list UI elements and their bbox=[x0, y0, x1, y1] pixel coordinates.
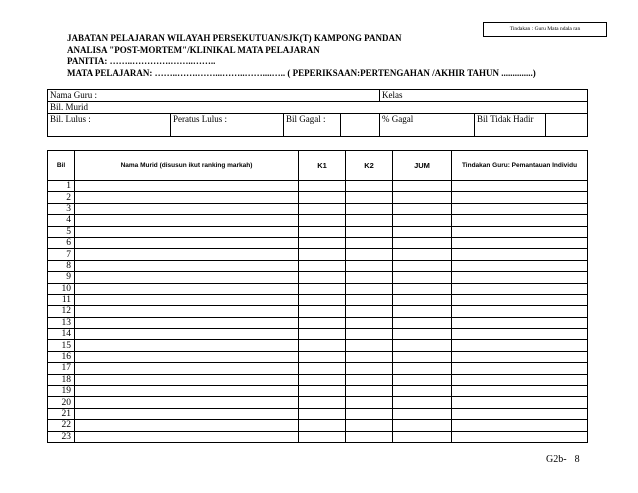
class-field[interactable]: Kelas bbox=[380, 90, 588, 102]
table-row bbox=[48, 226, 588, 237]
action-cell[interactable] bbox=[452, 226, 588, 237]
teacher-name-field[interactable]: Nama Guru : bbox=[48, 90, 380, 102]
k2-cell[interactable] bbox=[346, 420, 393, 431]
jum-cell[interactable] bbox=[393, 260, 452, 271]
student-name-cell[interactable] bbox=[75, 294, 299, 305]
table-row bbox=[48, 306, 588, 317]
pass-count-field[interactable]: Bil. Lulus : bbox=[48, 114, 171, 137]
student-name-cell[interactable] bbox=[75, 181, 299, 192]
row-number: 16 bbox=[48, 351, 75, 362]
col-header-bil: Bil bbox=[48, 151, 75, 181]
row-number: 5 bbox=[48, 226, 75, 237]
action-cell[interactable] bbox=[452, 317, 588, 328]
k2-cell[interactable] bbox=[346, 408, 393, 419]
table-row bbox=[48, 340, 588, 351]
jum-cell[interactable] bbox=[393, 283, 452, 294]
row-number: 20 bbox=[48, 397, 75, 408]
k1-cell[interactable] bbox=[299, 283, 346, 294]
k1-cell[interactable] bbox=[299, 306, 346, 317]
row-number: 3 bbox=[48, 203, 75, 214]
row-number: 18 bbox=[48, 374, 75, 385]
k2-cell[interactable] bbox=[346, 340, 393, 351]
action-cell[interactable] bbox=[452, 408, 588, 419]
row-number: 19 bbox=[48, 386, 75, 397]
student-name-cell[interactable] bbox=[75, 397, 299, 408]
table-row bbox=[48, 351, 588, 362]
student-name-cell[interactable] bbox=[75, 306, 299, 317]
pass-percent-field[interactable]: Peratus Lulus : bbox=[171, 114, 284, 137]
action-cell[interactable] bbox=[452, 329, 588, 340]
k2-cell[interactable] bbox=[346, 203, 393, 214]
action-cell[interactable] bbox=[452, 306, 588, 317]
row-number: 1 bbox=[48, 181, 75, 192]
k2-cell[interactable] bbox=[346, 374, 393, 385]
student-name-cell[interactable] bbox=[75, 237, 299, 248]
jum-cell[interactable] bbox=[393, 317, 452, 328]
student-name-cell[interactable] bbox=[75, 249, 299, 260]
table-row bbox=[48, 386, 588, 397]
student-name-cell[interactable] bbox=[75, 192, 299, 203]
k2-cell[interactable] bbox=[346, 363, 393, 374]
k2-cell[interactable] bbox=[346, 306, 393, 317]
table-row bbox=[48, 374, 588, 385]
jum-cell[interactable] bbox=[393, 408, 452, 419]
student-name-cell[interactable] bbox=[75, 226, 299, 237]
page-number: 8 bbox=[574, 454, 580, 465]
jum-cell[interactable] bbox=[393, 340, 452, 351]
student-grid bbox=[47, 150, 588, 443]
action-cell[interactable] bbox=[452, 192, 588, 203]
action-cell[interactable] bbox=[452, 237, 588, 248]
fail-count-value[interactable] bbox=[341, 114, 380, 137]
action-cell[interactable] bbox=[452, 283, 588, 294]
absent-count-field[interactable]: Bil Tidak Hadir bbox=[475, 114, 546, 137]
student-name-cell[interactable] bbox=[75, 283, 299, 294]
col-header-action: Tindakan Guru: Pemantauan Individu bbox=[452, 151, 588, 181]
action-cell[interactable] bbox=[452, 351, 588, 362]
k1-cell[interactable] bbox=[299, 249, 346, 260]
k2-cell[interactable] bbox=[346, 192, 393, 203]
k2-cell[interactable] bbox=[346, 329, 393, 340]
action-tag-box: Tindakan : Guru Mata ndala ran bbox=[483, 22, 607, 37]
k2-cell[interactable] bbox=[346, 226, 393, 237]
jum-cell[interactable] bbox=[393, 397, 452, 408]
k1-cell[interactable] bbox=[299, 374, 346, 385]
k1-cell[interactable] bbox=[299, 226, 346, 237]
action-cell[interactable] bbox=[452, 249, 588, 260]
student-name-cell[interactable] bbox=[75, 431, 299, 442]
document-header bbox=[67, 33, 536, 79]
action-cell[interactable] bbox=[452, 181, 588, 192]
header-line-panel: PANITIA: ……..………….……..…….. bbox=[67, 56, 216, 66]
header-line-analysis: ANALISA "POST-MORTEM"/KLINIKAL MATA PELAJARAN bbox=[67, 44, 320, 55]
k2-cell[interactable] bbox=[346, 181, 393, 192]
jum-cell[interactable] bbox=[393, 329, 452, 340]
action-cell[interactable] bbox=[452, 215, 588, 226]
row-number: 22 bbox=[48, 420, 75, 431]
jum-cell[interactable] bbox=[393, 215, 452, 226]
jum-cell[interactable] bbox=[393, 351, 452, 362]
k2-cell[interactable] bbox=[346, 351, 393, 362]
info-table bbox=[47, 89, 588, 137]
table-row bbox=[48, 181, 588, 192]
header-line-subject: MATA PELAJARAN: ……..…….……...……..……....….. ( PEPERIKSAAN:PERTENGAHAN /AKHIR TAHUN ..............) bbox=[67, 67, 536, 78]
row-number: 21 bbox=[48, 408, 75, 419]
jum-cell[interactable] bbox=[393, 192, 452, 203]
jum-cell[interactable] bbox=[393, 203, 452, 214]
k2-cell[interactable] bbox=[346, 237, 393, 248]
student-name-cell[interactable] bbox=[75, 420, 299, 431]
k1-cell[interactable] bbox=[299, 215, 346, 226]
student-name-cell[interactable] bbox=[75, 363, 299, 374]
table-row bbox=[48, 283, 588, 294]
k1-cell[interactable] bbox=[299, 272, 346, 283]
fail-percent-field[interactable]: % Gagal bbox=[380, 114, 475, 137]
student-name-cell[interactable] bbox=[75, 317, 299, 328]
k2-cell[interactable] bbox=[346, 397, 393, 408]
row-number: 23 bbox=[48, 431, 75, 442]
action-cell[interactable] bbox=[452, 203, 588, 214]
action-cell[interactable] bbox=[452, 272, 588, 283]
table-row bbox=[48, 215, 588, 226]
student-name-cell[interactable] bbox=[75, 272, 299, 283]
col-header-k1: K1 bbox=[299, 151, 346, 181]
k1-cell[interactable] bbox=[299, 340, 346, 351]
student-name-cell[interactable] bbox=[75, 203, 299, 214]
jum-cell[interactable] bbox=[393, 374, 452, 385]
student-name-cell[interactable] bbox=[75, 351, 299, 362]
table-row bbox=[48, 408, 588, 419]
row-number: 6 bbox=[48, 237, 75, 248]
k2-cell[interactable] bbox=[346, 260, 393, 271]
action-cell[interactable] bbox=[452, 397, 588, 408]
k2-cell[interactable] bbox=[346, 215, 393, 226]
student-name-cell[interactable] bbox=[75, 340, 299, 351]
jum-cell[interactable] bbox=[393, 294, 452, 305]
student-name-cell[interactable] bbox=[75, 408, 299, 419]
student-name-cell[interactable] bbox=[75, 374, 299, 385]
action-cell[interactable] bbox=[452, 294, 588, 305]
k1-cell[interactable] bbox=[299, 397, 346, 408]
jum-cell[interactable] bbox=[393, 226, 452, 237]
action-cell[interactable] bbox=[452, 420, 588, 431]
k2-cell[interactable] bbox=[346, 283, 393, 294]
k1-cell[interactable] bbox=[299, 420, 346, 431]
row-number: 15 bbox=[48, 340, 75, 351]
row-number: 10 bbox=[48, 283, 75, 294]
col-header-jum: JUM bbox=[393, 151, 452, 181]
k1-cell[interactable] bbox=[299, 408, 346, 419]
row-number: 2 bbox=[48, 192, 75, 203]
k1-cell[interactable] bbox=[299, 329, 346, 340]
jum-cell[interactable] bbox=[393, 386, 452, 397]
k1-cell[interactable] bbox=[299, 192, 346, 203]
row-number: 12 bbox=[48, 306, 75, 317]
k2-cell[interactable] bbox=[346, 431, 393, 442]
fail-count-field[interactable]: Bil Gagal : bbox=[284, 114, 341, 137]
table-row bbox=[48, 363, 588, 374]
k2-cell[interactable] bbox=[346, 317, 393, 328]
jum-cell[interactable] bbox=[393, 272, 452, 283]
jum-cell[interactable] bbox=[393, 363, 452, 374]
table-row bbox=[48, 329, 588, 340]
row-number: 17 bbox=[48, 363, 75, 374]
k1-cell[interactable] bbox=[299, 203, 346, 214]
jum-cell[interactable] bbox=[393, 181, 452, 192]
student-count-field[interactable]: Bil. Murid bbox=[48, 102, 588, 114]
table-row bbox=[48, 192, 588, 203]
k1-cell[interactable] bbox=[299, 260, 346, 271]
k2-cell[interactable] bbox=[346, 249, 393, 260]
row-number: 9 bbox=[48, 272, 75, 283]
row-number: 8 bbox=[48, 260, 75, 271]
col-header-k2: K2 bbox=[346, 151, 393, 181]
k1-cell[interactable] bbox=[299, 386, 346, 397]
jum-cell[interactable] bbox=[393, 431, 452, 442]
row-number: 11 bbox=[48, 294, 75, 305]
table-row bbox=[48, 272, 588, 283]
action-cell[interactable] bbox=[452, 431, 588, 442]
k1-cell[interactable] bbox=[299, 237, 346, 248]
student-name-cell[interactable] bbox=[75, 260, 299, 271]
table-row bbox=[48, 420, 588, 431]
row-number: 4 bbox=[48, 215, 75, 226]
k2-cell[interactable] bbox=[346, 272, 393, 283]
k2-cell[interactable] bbox=[346, 386, 393, 397]
table-row bbox=[48, 203, 588, 214]
action-cell[interactable] bbox=[452, 260, 588, 271]
table-row bbox=[48, 260, 588, 271]
absent-count-value[interactable] bbox=[546, 114, 588, 137]
student-name-cell[interactable] bbox=[75, 215, 299, 226]
jum-cell[interactable] bbox=[393, 249, 452, 260]
jum-cell[interactable] bbox=[393, 237, 452, 248]
table-row bbox=[48, 249, 588, 260]
row-number: 13 bbox=[48, 317, 75, 328]
action-cell[interactable] bbox=[452, 374, 588, 385]
header-line-department: JABATAN PELAJARAN WILAYAH PERSEKUTUAN/SJK(T) KAMPONG PANDAN bbox=[67, 33, 402, 43]
action-cell[interactable] bbox=[452, 363, 588, 374]
k1-cell[interactable] bbox=[299, 363, 346, 374]
table-row bbox=[48, 397, 588, 408]
student-name-cell[interactable] bbox=[75, 386, 299, 397]
table-row bbox=[48, 294, 588, 305]
table-row bbox=[48, 431, 588, 442]
jum-cell[interactable] bbox=[393, 420, 452, 431]
k1-cell[interactable] bbox=[299, 181, 346, 192]
action-cell[interactable] bbox=[452, 340, 588, 351]
form-code: G2b- bbox=[546, 454, 567, 465]
k1-cell[interactable] bbox=[299, 317, 346, 328]
k1-cell[interactable] bbox=[299, 431, 346, 442]
student-name-cell[interactable] bbox=[75, 329, 299, 340]
row-number: 7 bbox=[48, 249, 75, 260]
row-number: 14 bbox=[48, 329, 75, 340]
k2-cell[interactable] bbox=[346, 294, 393, 305]
table-row bbox=[48, 317, 588, 328]
table-row bbox=[48, 237, 588, 248]
k1-cell[interactable] bbox=[299, 351, 346, 362]
col-header-name: Nama Murid (disusun ikut ranking markah) bbox=[75, 151, 299, 181]
page-footer bbox=[546, 454, 580, 465]
action-cell[interactable] bbox=[452, 386, 588, 397]
k1-cell[interactable] bbox=[299, 294, 346, 305]
jum-cell[interactable] bbox=[393, 306, 452, 317]
